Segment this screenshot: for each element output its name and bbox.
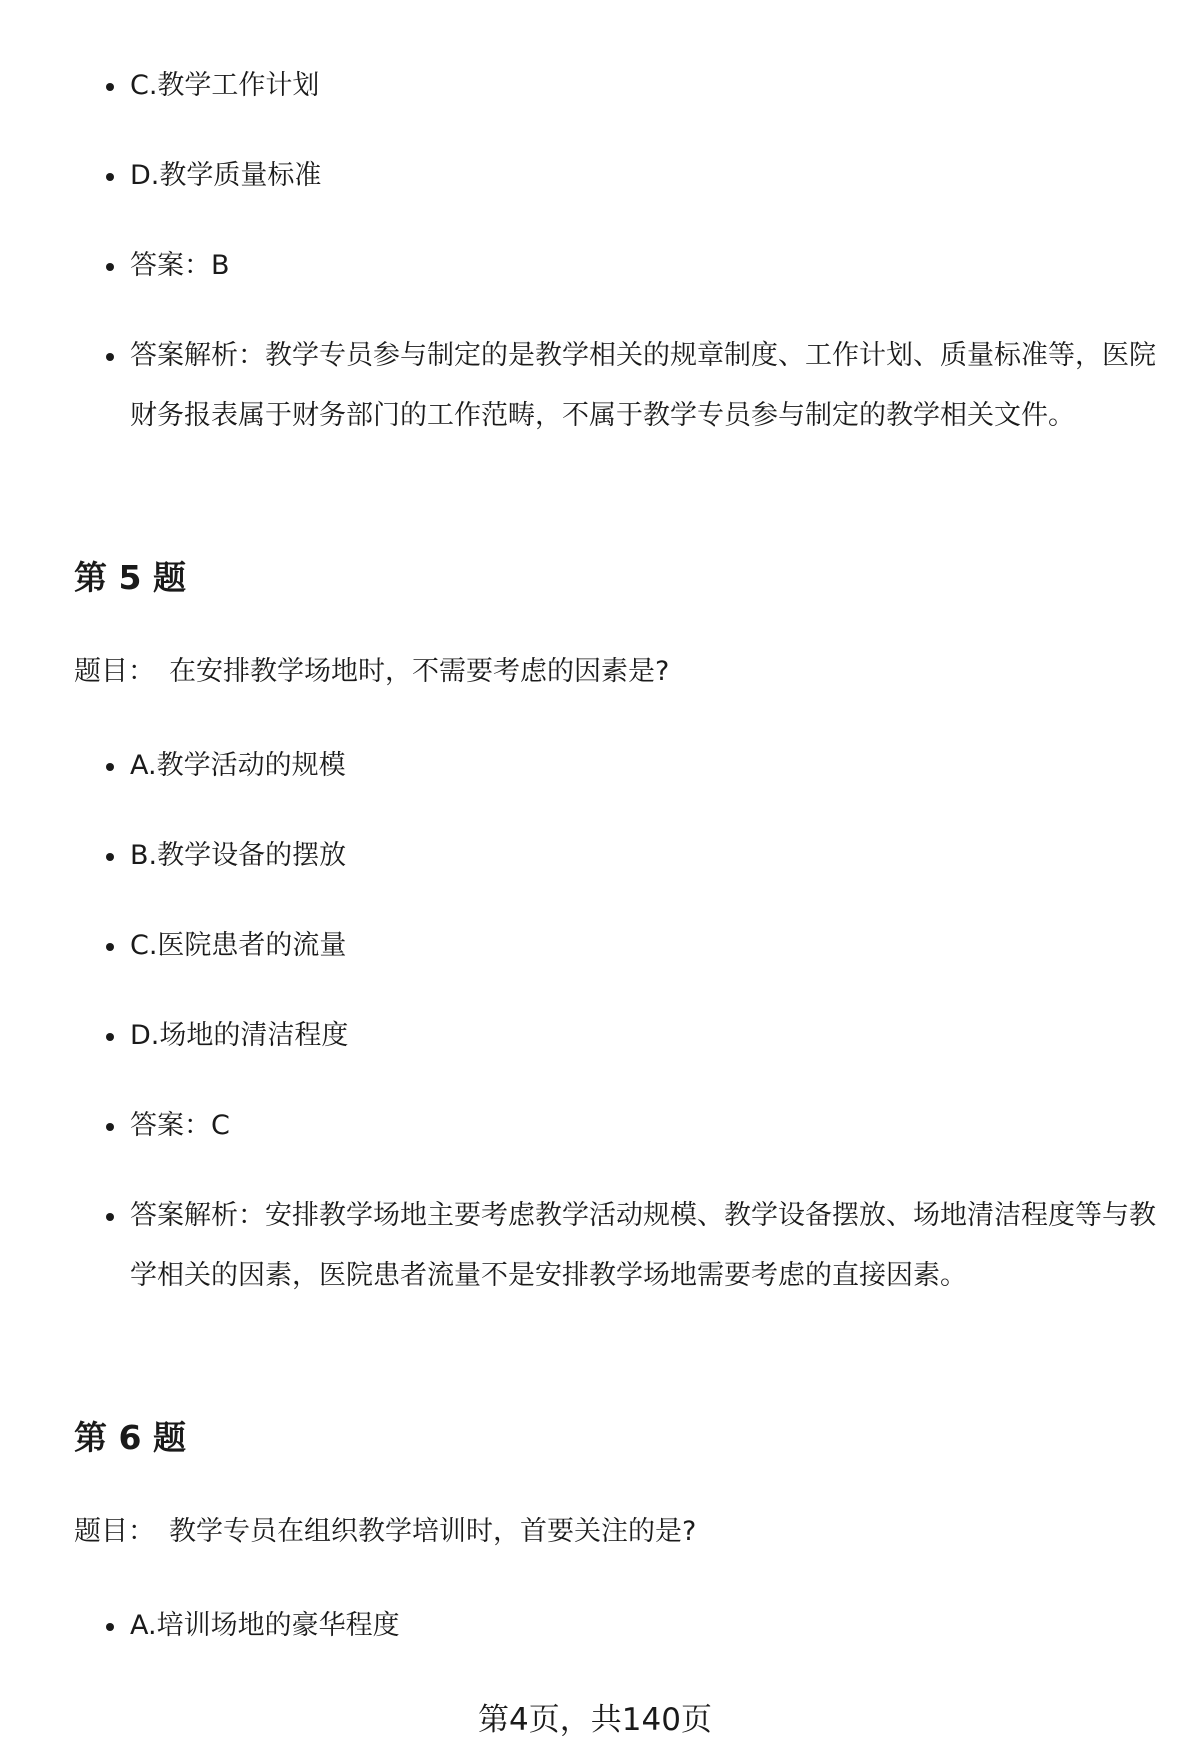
- q5-option-a: A.教学活动的规模: [130, 736, 1160, 796]
- q4-explanation: 答案解析：教学专员参与制定的是教学相关的规章制度、工作计划、质量标准等，医院财务报表属于财务部门的工作范畴，不属于教学专员参与制定的教学相关文件。: [130, 326, 1160, 446]
- q6-question: [74, 1510, 696, 1554]
- q5-answer: 答案：C: [130, 1096, 1160, 1156]
- q5-explanation: 答案解析：安排教学场地主要考虑教学活动规模、教学设备摆放、场地清洁程度等与教学相关的因素，医院患者流量不是安排教学场地需要考虑的直接因素。: [130, 1186, 1160, 1306]
- q5-option-b: B.教学设备的摆放: [130, 826, 1160, 886]
- q5-heading: 第 5 题: [74, 558, 186, 597]
- q4-answer: 答案：B: [130, 236, 1160, 296]
- q4-option-d: D.教学质量标准: [130, 146, 1160, 206]
- q6-question-text: 教学专员在组织教学培训时，首要关注的是?: [169, 1516, 697, 1547]
- q6-option-a: A.培训场地的豪华程度: [130, 1596, 1160, 1656]
- q6-heading: 第 6 题: [74, 1418, 186, 1457]
- q5-question-text: 在安排教学场地时，不需要考虑的因素是?: [169, 656, 670, 687]
- q5-option-c: C.医院患者的流量: [130, 916, 1160, 976]
- q6-question-label: 题目：: [74, 1516, 155, 1547]
- q4-option-c: C.教学工作计划: [130, 56, 1160, 116]
- q5-question-label: 题目：: [74, 656, 155, 687]
- page-footer: 第4页，共140页: [478, 1702, 712, 1738]
- q5-option-d: D.场地的清洁程度: [130, 1006, 1160, 1066]
- q5-question: [74, 650, 669, 694]
